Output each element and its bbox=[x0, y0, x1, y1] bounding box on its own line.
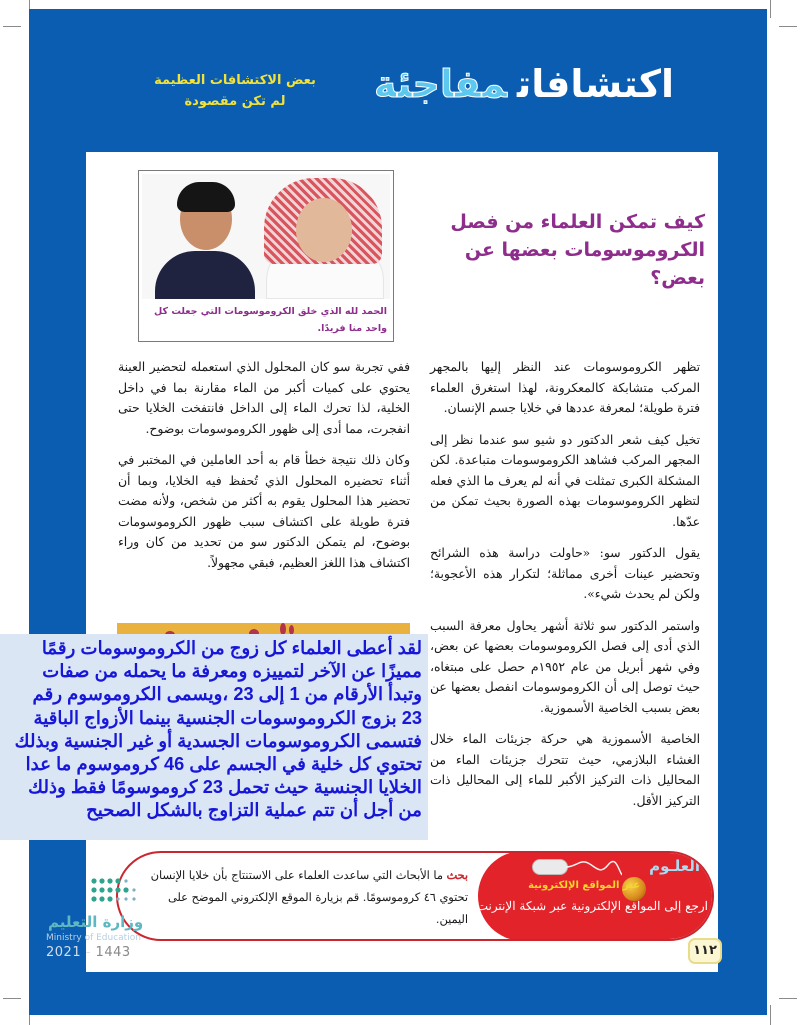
mouse-cord-icon bbox=[566, 857, 622, 877]
crop-mark bbox=[3, 998, 21, 999]
crop-mark bbox=[779, 26, 797, 27]
photo-caption: الحمد لله الذي خلق الكروموسومات التي جعلت كل واحد منا فريدًا. bbox=[154, 306, 387, 334]
annotation-note bbox=[0, 634, 428, 840]
heading-line-1: كيف تمكن العلماء من فصل bbox=[450, 211, 705, 233]
annotation-note-text: لقد أعطى العلماء كل زوج من الكروموسومات رقمًا مميزًا عن الآخر لتمييزه ومعرفة ما يحمله من صفات وتبدأ الأرقام من 1 إلى 23 ،ويسمى الكروموسوم رقم 23 بزوج الكروموسومات الجنسية بينما الأزواج الباقية فتسمى الكروموسومات الجسدية أو غير الجنسية وبذلك تحتوي كل خلية في الجسم على 46 كروموسوم ما عدا الخلايا الجنسية حيث تحمل 23 كروموسومًا فقط وذلك من أجل أن تتم عملية التزاوج بالشكل الصحيح bbox=[14, 638, 422, 821]
subtitle-line-1: بعض الاكتشافات العظيمة bbox=[154, 73, 316, 88]
page-title-main: اكتشافات bbox=[517, 62, 674, 106]
paragraph: وكان ذلك نتيجة خطأ قام به أحد العاملين في المختبر في أثناء تحضيره المحلول الذي تُحفظ فيه الخلايا، وبما أن تحضير هذا المحلول يقوم به أكثر من شخص، ولأنه مضت فترة طويلة على اكتشاف سبب ظهور الكروموسومات بوضوح، لم يتمكن الدكتور سو من تحديد من كان وراء اكتشاف هذا اللغز العظيم، فبقي مجهولاً. bbox=[118, 453, 410, 570]
research-prompt: ما الأبحاث التي ساعدت العلماء على الاستنتاج بأن خلايا الإنسان تحتوي ٤٦ كروموسومًا. قم بزيارة الموقع الإلكتروني الموضح على اليمين. bbox=[150, 869, 468, 926]
article-column-left bbox=[118, 357, 410, 584]
web-resource-banner bbox=[472, 851, 714, 941]
crop-mark bbox=[29, 1015, 30, 1025]
page-number: ١١٢ bbox=[688, 938, 722, 964]
student-figure-left bbox=[150, 174, 260, 299]
crop-mark bbox=[770, 1005, 771, 1025]
crop-mark bbox=[770, 0, 771, 18]
ministry-year: 2021 - 1443 bbox=[46, 945, 131, 960]
page-title-accent: مفاجئة bbox=[373, 62, 507, 106]
subtitle-line-2: لم تكن مقصودة bbox=[184, 94, 286, 109]
ministry-name-ar: وزارة التعليم bbox=[48, 913, 144, 931]
paragraph: ففي تجربة سو كان المحلول الذي استعمله لتحضير العينة يحتوي على كميات أكبر من الماء مقارنة بما في داخل الخلية، لذا تحرك الماء إلى الداخل فانتفخت الخلايا حتى انفجرت، مما أدى إلى ظهور الكروموسومات بوضوح. bbox=[118, 360, 410, 436]
web-resource-box bbox=[116, 851, 714, 941]
page-title bbox=[374, 62, 674, 106]
research-keyword: بحث bbox=[446, 868, 468, 882]
paragraph: تخيل كيف شعر الدكتور دو شيو سو عندما نظر إلى المجهر المركب فشاهد الكروموسومات متباعدة. لكن المشكلة الكبرى تمثلت في أنه لم يعرف ما الذي فعله لتظهر الكروموسومات بهذه الصورة بحيث تمكن من عدّها. bbox=[430, 432, 700, 529]
crop-mark bbox=[3, 26, 21, 27]
paragraph: يقول الدكتور سو: «حاولت دراسة هذه الشرائح وتحضير عينات أخرى مماثلة؛ لتكرار هذه الأعجوبة؛ ولكن لم يحدث شيء». bbox=[430, 546, 700, 601]
paragraph: واستمر الدكتور سو ثلاثة أشهر يحاول معرفة السبب الذي أدى إلى فصل الكروموسومات بعضها عن بعض، وفي شهر أبريل من عام ١٩٥٢م حصل على مبتغاه، حيث توصل إلى أن الكروموسومات انفصل بعضها عن بعض بسبب الخاصية الأسموزية. bbox=[430, 618, 700, 715]
crop-mark bbox=[29, 0, 30, 9]
paragraph: الخاصية الأسموزية هي حركة جزيئات الماء خلال الغشاء البلازمي، حيث تتحرك جزيئات الماء من المحاليل ذات التركيز الأكبر للماء إلى المحاليل ذات التركيز الأقل. bbox=[430, 732, 700, 808]
section-heading bbox=[405, 208, 705, 292]
computer-mouse-icon bbox=[532, 859, 568, 875]
page-subtitle bbox=[140, 70, 330, 112]
heading-line-2: الكروموسومات بعضها عن بعض؟ bbox=[464, 239, 705, 289]
student-figure-right bbox=[260, 174, 388, 299]
photo-figure bbox=[138, 170, 394, 342]
web-brand-subtitle: عبر المواقع الإلكترونية bbox=[528, 880, 640, 891]
students-photo bbox=[142, 174, 390, 299]
article-column-right bbox=[430, 357, 700, 822]
paragraph: تظهر الكروموسومات عند النظر إليها بالمجهر المركب متشابكة كالمعكرونة، لهذا استغرق العلماء فترة طويلة؛ لمعرفة عددها في خلايا جسم الإنسان. bbox=[430, 360, 700, 415]
ministry-dots-icon bbox=[90, 875, 150, 911]
ministry-name-en: Ministry of Education bbox=[46, 933, 141, 943]
web-research-text bbox=[138, 864, 468, 931]
web-brand-title: العلـوم bbox=[649, 857, 700, 875]
web-instruction: ارجع إلى المواقع الإلكترونية عبر شبكة الإنترنت. bbox=[472, 899, 708, 913]
crop-mark bbox=[779, 998, 797, 999]
